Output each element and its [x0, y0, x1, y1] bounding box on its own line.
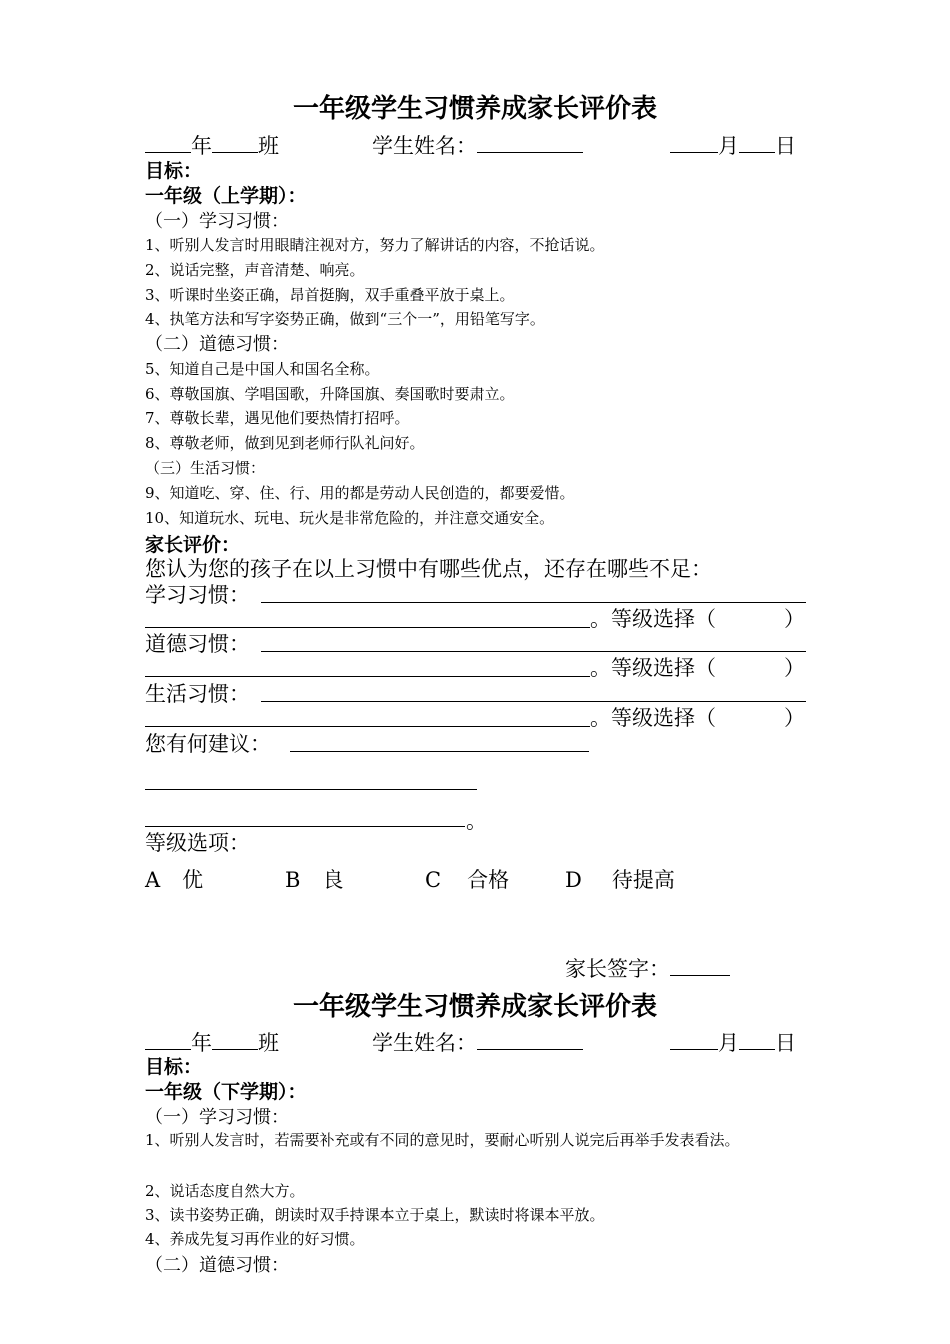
section-heading: （一）学习习惯： — [145, 211, 289, 232]
suggestion-line-2[interactable] — [145, 789, 477, 790]
term-label: 一年级（下学期）： — [145, 1081, 307, 1103]
day-blank[interactable] — [739, 1029, 775, 1050]
student-name-field: 学生姓名： — [372, 130, 583, 160]
student-name-blank[interactable] — [477, 1029, 583, 1050]
moral-grade-close: ） — [784, 656, 805, 680]
month-blank[interactable] — [670, 132, 718, 153]
life-habit-label: 生活习惯： — [145, 682, 250, 706]
form-title: 一年级学生习惯养成家长评价表 — [292, 94, 657, 124]
list-item: 6、尊敬国旗、学唱国歌，升降国旗、奏国歌时要肃立。 — [145, 385, 515, 403]
class-blank[interactable] — [212, 1029, 258, 1050]
grade-option-a: A 优 — [145, 868, 204, 892]
section-heading: （二）道德习惯： — [145, 1255, 289, 1276]
class-header: 年 班 — [145, 130, 279, 160]
suggestion-label: 您有何建议： — [145, 732, 271, 756]
section-heading: （二）道德习惯： — [145, 334, 289, 355]
list-item: 10、知道玩水、玩电、玩火是非常危险的，并注意交通安全。 — [145, 509, 555, 527]
moral-grade-select[interactable]: 。等级选择（ — [590, 656, 716, 680]
date-field: 月 日 — [670, 130, 796, 160]
study-grade-close: ） — [784, 607, 805, 631]
goal-label: 目标： — [145, 160, 203, 182]
day-blank[interactable] — [739, 132, 775, 153]
grade-options-label: 等级选项： — [145, 831, 250, 855]
list-item: 4、养成先复习再作业的好习惯。 — [145, 1230, 365, 1248]
life-habit-line-1[interactable] — [261, 701, 806, 702]
moral-habit-line-2[interactable] — [145, 676, 590, 677]
suggestion-end-mark: 。 — [466, 809, 487, 833]
list-item: 3、读书姿势正确，朗读时双手持课本立于桌上，默读时将课本平放。 — [145, 1206, 605, 1224]
grade-option-c: C 合格 — [425, 868, 510, 892]
year-blank[interactable] — [145, 1029, 191, 1050]
moral-habit-label: 道德习惯： — [145, 632, 250, 656]
grade-option-b: B 良 — [285, 868, 344, 892]
section-heading: （三）生活习惯： — [145, 459, 266, 477]
life-grade-close: ） — [784, 706, 805, 730]
list-item: 9、知道吃、穿、住、行、用的都是劳动人民创造的，都要爱惜。 — [145, 484, 575, 502]
section-heading: （一）学习习惯： — [145, 1107, 289, 1128]
study-habit-line-1[interactable] — [261, 602, 806, 603]
class-header: 年 班 — [145, 1027, 279, 1057]
term-label: 一年级（上学期）： — [145, 185, 307, 207]
list-item: 2、说话完整，声音清楚、响亮。 — [145, 261, 365, 279]
parent-signature: 家长签字： — [565, 953, 730, 983]
list-item: 5、知道自己是中国人和国名全称。 — [145, 360, 380, 378]
class-blank[interactable] — [212, 132, 258, 153]
year-blank[interactable] — [145, 132, 191, 153]
moral-habit-line-1[interactable] — [261, 651, 806, 652]
life-grade-select[interactable]: 。等级选择（ — [590, 706, 716, 730]
grade-option-d: D 待提高 — [565, 868, 675, 892]
student-name-field: 学生姓名： — [372, 1027, 583, 1057]
study-grade-select[interactable]: 。等级选择（ — [590, 607, 716, 631]
list-item: 1、听别人发言时，若需要补充或有不同的意见时，要耐心听别人说完后再举手发表看法。 — [145, 1131, 740, 1149]
signature-blank[interactable] — [670, 955, 730, 976]
list-item: 1、听别人发言时用眼睛注视对方，努力了解讲话的内容，不抢话说。 — [145, 236, 605, 254]
list-item: 3、听课时坐姿正确，昂首挺胸，双手重叠平放于桌上。 — [145, 286, 515, 304]
study-habit-label: 学习习惯： — [145, 583, 250, 607]
suggestion-line-1[interactable] — [290, 751, 589, 752]
list-item: 7、尊敬长辈，遇见他们要热情打招呼。 — [145, 409, 410, 427]
goal-label: 目标： — [145, 1056, 203, 1078]
form-title: 一年级学生习惯养成家长评价表 — [292, 992, 657, 1022]
list-item: 4、执笔方法和写字姿势正确，做到“三个一”，用铅笔写字。 — [145, 310, 545, 328]
month-blank[interactable] — [670, 1029, 718, 1050]
date-field: 月 日 — [670, 1027, 796, 1057]
parent-eval-label: 家长评价： — [145, 534, 241, 556]
list-item: 8、尊敬老师，做到见到老师行队礼问好。 — [145, 434, 425, 452]
life-habit-line-2[interactable] — [145, 726, 590, 727]
list-item: 2、说话态度自然大方。 — [145, 1182, 305, 1200]
student-name-blank[interactable] — [477, 132, 583, 153]
parent-eval-question: 您认为您的孩子在以上习惯中有哪些优点，还存在哪些不足： — [145, 557, 712, 581]
